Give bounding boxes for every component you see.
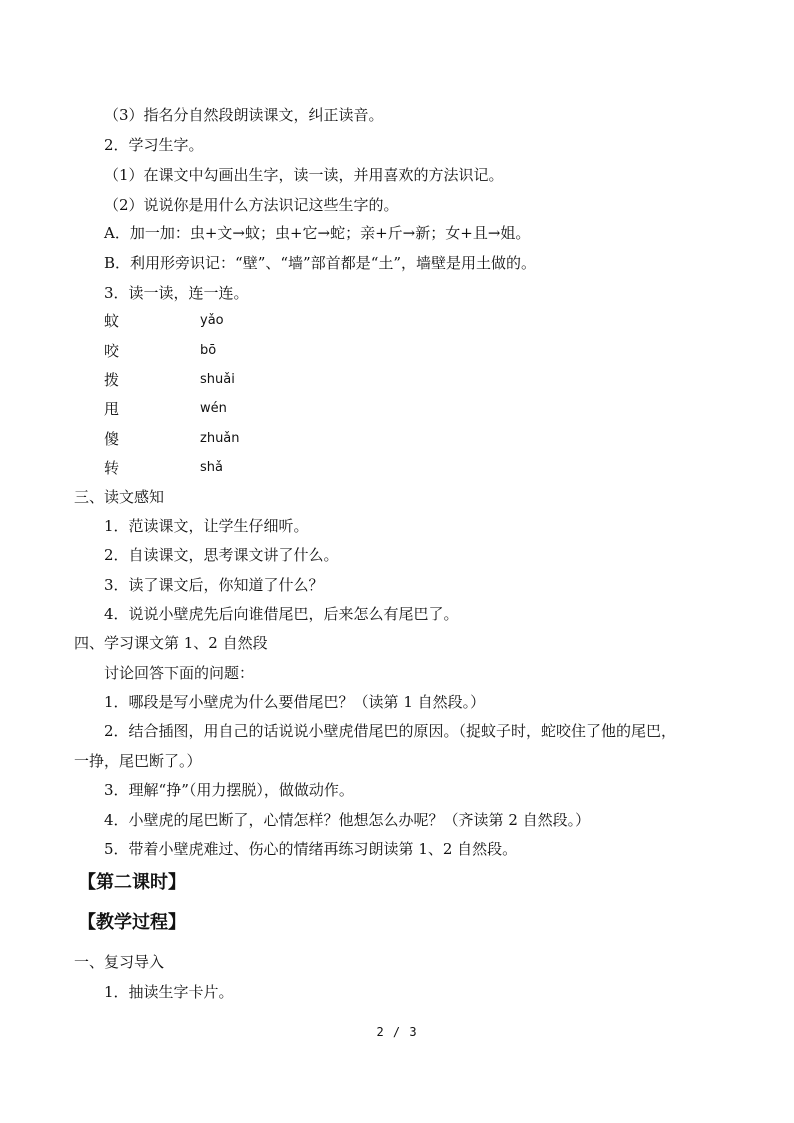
page-number: 2 / 3 — [376, 1025, 418, 1039]
section-4-item: 3．理解“挣”（用力摆脱），做做动作。 — [104, 781, 354, 799]
section-3-heading: 三、读文感知 — [74, 488, 165, 506]
step-1-line: （1）在课文中勾画出生字，读一读，并用喜欢的方法识记。 — [104, 166, 504, 184]
method-a-line: A．加一加：虫+文→蚊；虫+它→蛇；亲+斤→新；女+且→姐。 — [104, 224, 531, 242]
section-3-item: 4．说说小壁虎先后向谁借尾巴，后来怎么有尾巴了。 — [104, 605, 459, 623]
match-pinyin: bō — [200, 343, 217, 358]
match-char: 拨 — [104, 371, 120, 389]
section-3-item: 1．范读课文，让学生仔细听。 — [104, 517, 309, 535]
step-2-line: （2）说说你是用什么方法识记这些生字的。 — [104, 196, 399, 214]
subsection-2: 2．学习生字。 — [104, 136, 204, 154]
step-3-line: （3）指名分自然段朗读课文，纠正读音。 — [104, 106, 384, 124]
match-pinyin: shuǎi — [200, 372, 235, 387]
match-pinyin: zhuǎn — [200, 431, 240, 446]
section-1-heading: 一、复习导入 — [74, 953, 165, 971]
section-3-item: 3．读了课文后，你知道了什么？ — [104, 576, 324, 594]
match-pinyin: wén — [200, 401, 227, 416]
match-char: 转 — [104, 459, 120, 477]
match-char: 咬 — [104, 342, 120, 360]
section-3-item: 2．自读课文，思考课文讲了什么。 — [104, 546, 339, 564]
section-4-item: 1．哪段是写小壁虎为什么要借尾巴？（读第 1 自然段。） — [104, 693, 486, 711]
section-4-item-continued: 一挣，尾巴断了。） — [74, 752, 202, 770]
match-char: 蚊 — [104, 312, 120, 330]
match-pinyin: shǎ — [200, 460, 223, 475]
section-4-heading: 四、学习课文第 1、2 自然段 — [74, 634, 268, 652]
section-4-intro: 讨论回答下面的问题： — [104, 664, 255, 682]
section-4-item: 2．结合插图，用自己的话说说小壁虎借尾巴的原因。（捉蚊子时，蛇咬住了他的尾巴， — [104, 722, 677, 740]
match-pinyin: yǎo — [200, 313, 224, 328]
teaching-process-heading: 【教学过程】 — [78, 912, 186, 933]
lesson-2-heading: 【第二课时】 — [78, 872, 186, 893]
match-char: 傻 — [104, 430, 120, 448]
section-1-item: 1．抽读生字卡片。 — [104, 983, 234, 1001]
match-char: 甩 — [104, 400, 120, 418]
section-4-item: 5．带着小壁虎难过、伤心的情绪再练习朗读第 1、2 自然段。 — [104, 840, 518, 858]
subsection-3: 3．读一读，连一连。 — [104, 284, 249, 302]
method-b-line: B．利用形旁识记：“壁”、“墙”部首都是“土”，墙壁是用土做的。 — [104, 254, 537, 272]
section-4-item: 4．小壁虎的尾巴断了，心情怎样？他想怎么办呢？（齐读第 2 自然段。） — [104, 811, 591, 829]
